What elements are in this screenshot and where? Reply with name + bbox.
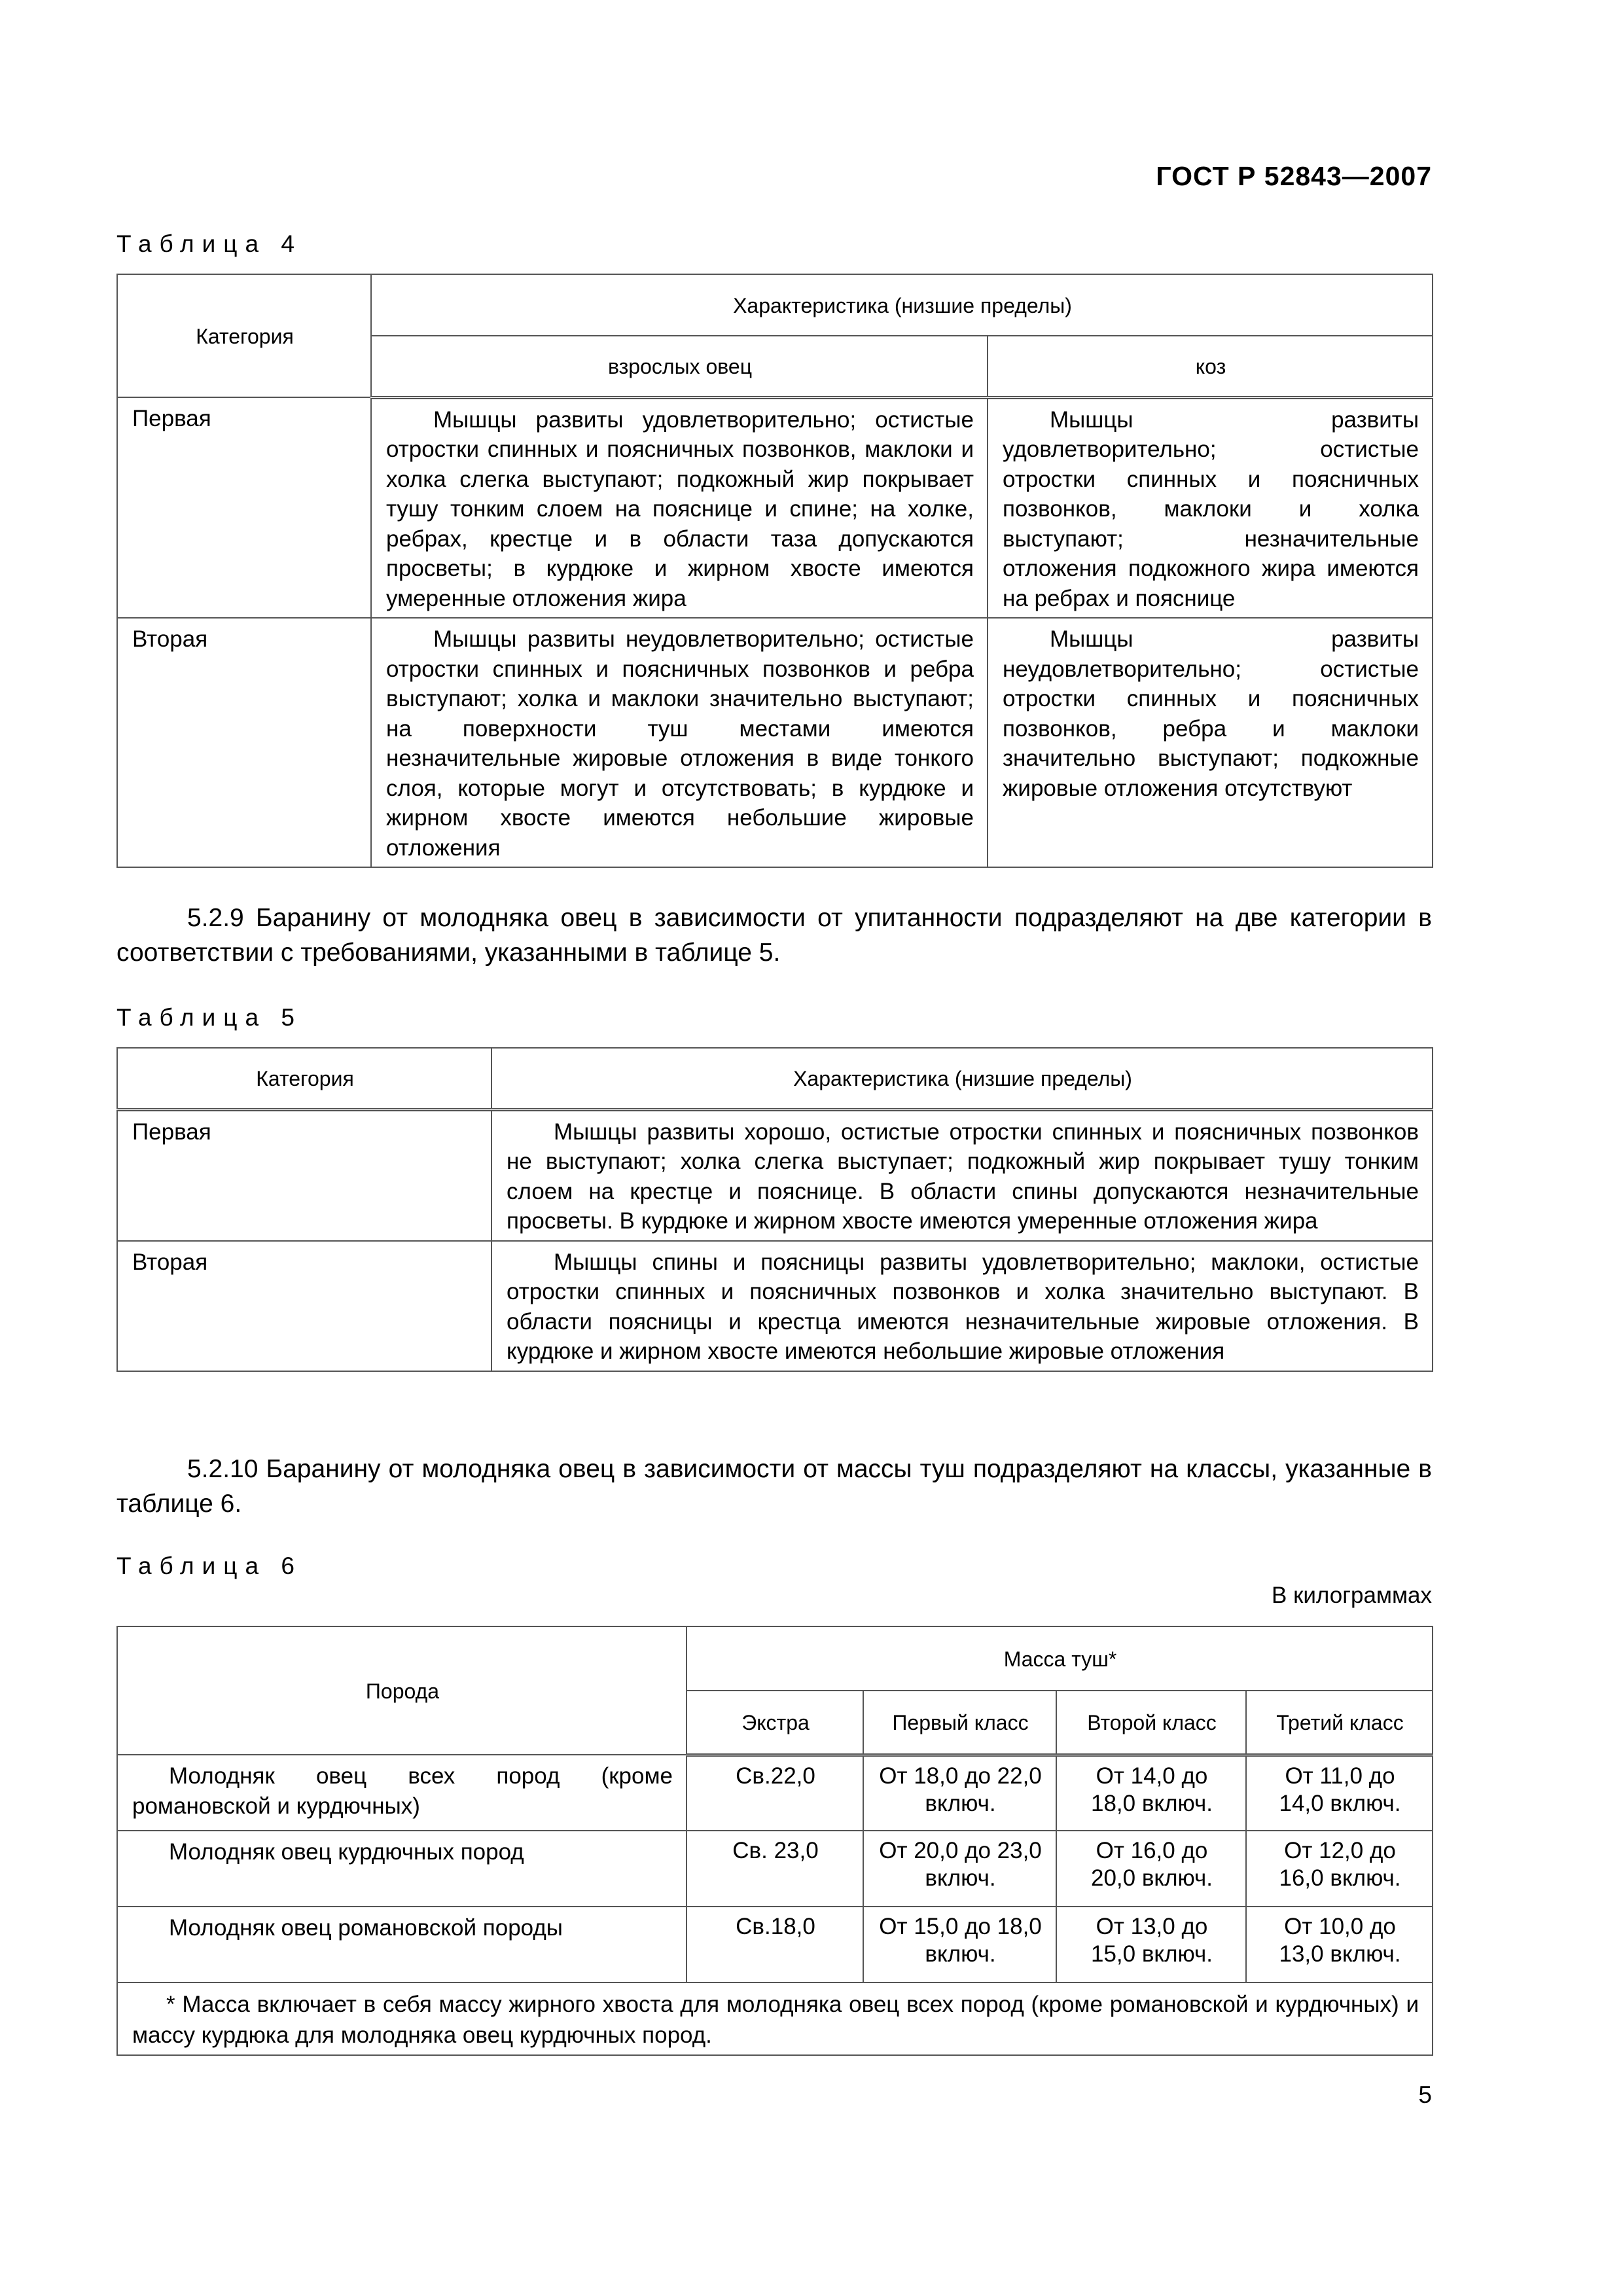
table-row — [117, 1241, 1433, 1371]
third-class-cell: От 11,0 до 14,0 включ. — [1246, 1755, 1433, 1831]
table-4-header-sheep: взрослых овец — [371, 336, 988, 397]
table-6-header-first-class: Первый класс — [863, 1691, 1056, 1755]
goats-characteristic-cell: Мышцы развиты неудовлетворительно; остистые отростки спинных и поясничных позвонков, ребра и маклоки значительно выступают; подкожные жировые отложения отсутствуют — [988, 618, 1433, 867]
table-6-header-second-class: Второй класс — [1056, 1691, 1246, 1755]
table-4-header-characteristic: Характеристика (низшие пределы) — [371, 274, 1433, 336]
third-class-cell: От 12,0 до 16,0 включ. — [1246, 1831, 1433, 1907]
third-class-cell: От 10,0 до 13,0 включ. — [1246, 1907, 1433, 1982]
table-5 — [116, 1047, 1433, 1372]
sheep-characteristic-cell: Мышцы развиты удовлетворительно; остистые отростки спинных и поясничных позвонков, маклоки и холка слегка выступают; подкожный жир покрывает тушу тонким слоем на пояснице и спине; на холке, ребрах, крестце и в области таза допускаются просветы; в курдюке и жирном хвосте имеются умеренные отложения жира — [371, 397, 988, 618]
breed-cell: Молодняк овец всех пород (кроме романовской и курдючных) — [117, 1755, 687, 1831]
page-number: 5 — [1418, 2081, 1432, 2108]
table-row — [117, 1755, 1433, 1831]
breed-cell: Молодняк овец романовской породы — [117, 1907, 687, 1982]
second-class-cell: От 13,0 до 15,0 включ. — [1056, 1907, 1246, 1982]
table-6-footnote: * Масса включает в себя массу жирного хвоста для молодняка овец всех пород (кроме романовской и курдючных) и массу курдюка для молодняка овец курдючных пород. — [117, 1982, 1433, 2055]
table-row — [117, 1831, 1433, 1907]
first-class-cell: От 20,0 до 23,0 включ. — [863, 1831, 1056, 1907]
paragraph-5-2-10: 5.2.10 Баранину от молодняка овец в зависимости от массы туш подразделяют на классы, указанные в таблице 6. — [116, 1455, 1432, 1518]
table-row — [117, 1907, 1433, 1982]
table-6 — [116, 1626, 1433, 2056]
second-class-cell: От 16,0 до 20,0 включ. — [1056, 1831, 1246, 1907]
table-4 — [116, 274, 1433, 868]
extra-cell: Св. 23,0 — [687, 1831, 863, 1907]
first-class-cell: От 18,0 до 22,0 включ. — [863, 1755, 1056, 1831]
characteristic-cell: Мышцы спины и поясницы развиты удовлетворительно; маклоки, остистые отростки спинных и поясничных позвонков и холка значительно выступают. В области поясницы и крестца имеются незначительные жировые отложения. В курдюке и жирном хвосте имеются небольшие жировые отложения — [491, 1241, 1433, 1371]
extra-cell: Св.22,0 — [687, 1755, 863, 1831]
table-4-caption: Таблица 4 — [116, 230, 302, 257]
table-6-header-third-class: Третий класс — [1246, 1691, 1433, 1755]
table-6-header-extra: Экстра — [687, 1691, 863, 1755]
paragraph-5-2-9: 5.2.9 Баранину от молодняка овец в зависимости от упитанности подразделяют на две категории в соответствии с требованиями, указанными в таблице 5. — [116, 904, 1432, 967]
breed-cell: Молодняк овец курдючных пород — [117, 1831, 687, 1907]
category-cell: Первая — [117, 397, 371, 618]
table-4-header-category: Категория — [117, 274, 371, 397]
category-cell: Вторая — [117, 618, 371, 867]
first-class-cell: От 15,0 до 18,0 включ. — [863, 1907, 1056, 1982]
extra-cell: Св.18,0 — [687, 1907, 863, 1982]
goats-characteristic-cell: Мышцы развиты удовлетворительно; остистые отростки спинных и поясничных позвонков, маклоки и холка выступают; незначительные отложения подкожного жира имеются на ребрах и пояснице — [988, 397, 1433, 618]
table-5-caption: Таблица 5 — [116, 1004, 302, 1031]
document-id: ГОСТ Р 52843—2007 — [1156, 161, 1432, 191]
category-cell: Вторая — [117, 1241, 491, 1371]
table-5-header-category: Категория — [117, 1048, 491, 1109]
unit-note: В килограммах — [1272, 1583, 1432, 1608]
category-cell: Первая — [117, 1109, 491, 1241]
table-row — [117, 397, 1433, 618]
sheep-characteristic-cell: Мышцы развиты неудовлетворительно; остистые отростки спинных и поясничных позвонков и ребра выступают; холка и маклоки значительно выступают; на поверхности туш местами имеются незначительные жировые отложения в виде тонкого слоя, которые могут и отсутствовать; в курдюке и жирном хвосте имеются небольшие жировые отложения — [371, 618, 988, 867]
table-6-caption: Таблица 6 — [116, 1552, 302, 1579]
table-5-header-characteristic: Характеристика (низшие пределы) — [491, 1048, 1433, 1109]
table-row — [117, 1109, 1433, 1241]
characteristic-cell: Мышцы развиты хорошо, остистые отростки спинных и поясничных позвонков не выступают; холка слегка выступает; подкожный жир покрывает тушу тонким слоем на крестце и пояснице. В области спины допускаются незначительные просветы. В курдюке и жирном хвосте имеются умеренные отложения жира — [491, 1109, 1433, 1241]
second-class-cell: От 14,0 до 18,0 включ. — [1056, 1755, 1246, 1831]
table-row — [117, 618, 1433, 867]
table-6-header-breed: Порода — [117, 1626, 687, 1755]
table-footnote-row — [117, 1982, 1433, 2055]
table-6-header-mass: Масса туш* — [687, 1626, 1433, 1691]
table-4-header-goats: коз — [988, 336, 1433, 397]
